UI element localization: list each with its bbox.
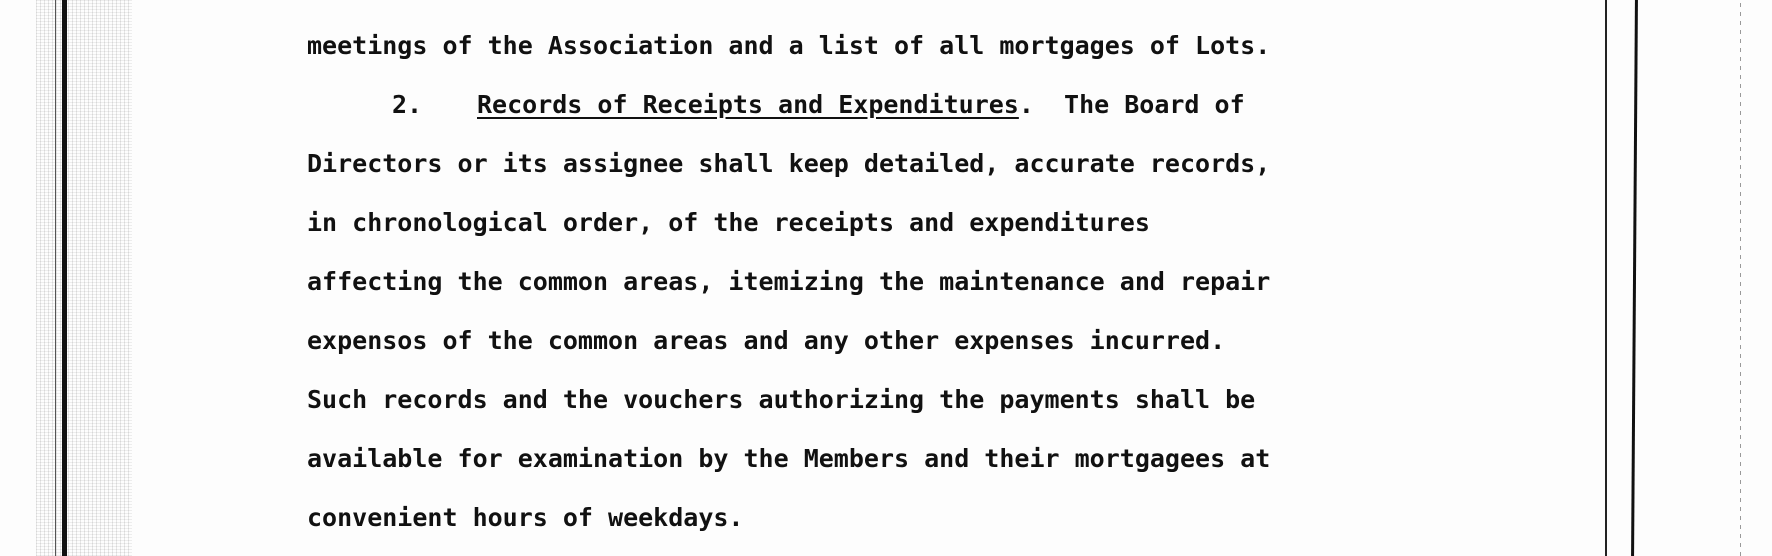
text-line-1: meetings of the Association and a list of all mortgages of Lots. [307, 31, 1271, 60]
binding-edge [36, 0, 132, 556]
section-number: 2. [392, 90, 423, 119]
document-body [307, 16, 1467, 547]
right-margin-thick-rule [1631, 0, 1638, 556]
text-line-5: expensos of the common areas and any other expenses incurred. [307, 326, 1226, 355]
text-line-8: convenient hours of weekdays. [307, 503, 744, 532]
section-heading: Records of Receipts and Expenditures [477, 90, 1019, 119]
right-edge-dashed-rule [1740, 0, 1741, 556]
section-lead-in: . The Board of [1018, 90, 1245, 119]
text-line-7: available for examination by the Members and their mortgagees at [307, 444, 1271, 473]
left-margin-rule [62, 0, 67, 556]
section-heading-line [307, 75, 1467, 134]
text-line-2: Directors or its assignee shall keep detailed, accurate records, [307, 149, 1271, 178]
text-line-4: affecting the common areas, itemizing the maintenance and repair [307, 267, 1271, 296]
right-margin-rule [1605, 0, 1607, 556]
text-line-6: Such records and the vouchers authorizing the payments shall be [307, 385, 1256, 414]
left-margin-thin-rule [55, 0, 56, 556]
text-line-3: in chronological order, of the receipts and expenditures [307, 208, 1150, 237]
